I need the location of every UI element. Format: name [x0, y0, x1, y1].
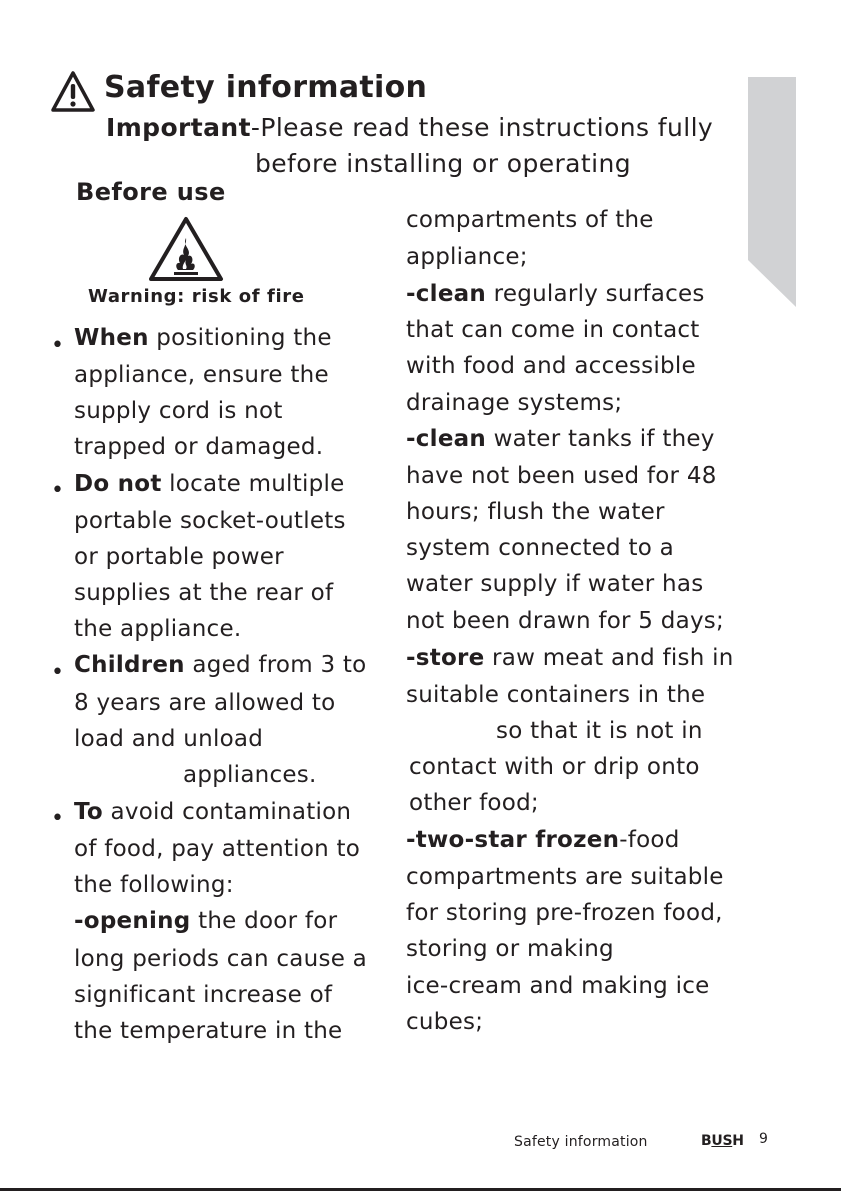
right-line: for storing pre-frozen food, — [406, 900, 723, 926]
right-line: system connected to a — [406, 535, 674, 561]
important-label: Important — [106, 113, 251, 142]
right-line: hours; flush the water — [406, 499, 665, 525]
right-line: appliance; — [406, 244, 528, 270]
right-line: drainage systems; — [406, 390, 623, 416]
right-line: -clean water tanks if they — [406, 426, 715, 452]
left-line: Do not locate multiple — [74, 471, 345, 497]
left-line: long periods can cause a — [74, 946, 367, 972]
left-line: Children aged from 3 to — [74, 652, 367, 678]
left-line: supply cord is not — [74, 398, 283, 424]
left-line: significant increase of — [74, 982, 333, 1008]
right-line: with food and accessible — [406, 353, 696, 379]
bullet-marker: • — [51, 333, 64, 358]
section-heading: Before use — [76, 178, 226, 206]
right-line: -store raw meat and fish in — [406, 645, 734, 671]
left-line: trapped or damaged. — [74, 434, 324, 460]
bottom-rule — [0, 1188, 841, 1191]
brand-logo: BUSH — [701, 1133, 744, 1149]
right-line: compartments are suitable — [406, 864, 724, 890]
footer-section-label: Safety information — [514, 1134, 648, 1150]
important-text-1: -Please read these instructions fully — [250, 113, 714, 142]
left-line: 8 years are allowed to — [74, 690, 336, 716]
important-notice-line-2: before installing or operating — [255, 149, 631, 178]
warning-triangle-icon — [50, 70, 96, 114]
right-line: compartments of the — [406, 207, 654, 233]
right-line: water supply if water has — [406, 571, 704, 597]
left-line: the temperature in the — [74, 1018, 343, 1044]
right-line: other food; — [409, 790, 539, 816]
right-line: suitable containers in the — [406, 682, 706, 708]
left-line: the appliance. — [74, 616, 242, 642]
page-number: 9 — [759, 1131, 768, 1147]
left-line: To avoid contamination — [74, 799, 352, 825]
right-line: -clean regularly surfaces — [406, 281, 705, 307]
bullet-marker: • — [51, 660, 64, 685]
right-line: so that it is not in — [496, 718, 703, 744]
left-line: appliance, ensure the — [74, 362, 329, 388]
left-line: portable socket-outlets — [74, 508, 346, 534]
right-line: ice-cream and making ice — [406, 973, 710, 999]
left-line: of food, pay attention to — [74, 836, 361, 862]
left-line: When positioning the — [74, 325, 332, 351]
left-line: the following: — [74, 872, 234, 898]
left-line: load and unload — [74, 726, 264, 752]
bullet-marker: • — [51, 806, 64, 831]
page-title: Safety information — [104, 70, 428, 105]
right-line: cubes; — [406, 1009, 484, 1035]
right-line: -two-star frozen-food — [406, 827, 680, 853]
left-line: appliances. — [183, 762, 317, 788]
right-line: storing or making — [406, 936, 614, 962]
right-line: contact with or drip onto — [409, 754, 700, 780]
important-notice-line-1 — [106, 113, 713, 142]
left-line: or portable power — [74, 544, 284, 570]
fire-warning-icon — [148, 216, 224, 282]
right-line: not been drawn for 5 days; — [406, 608, 725, 634]
left-line: -opening the door for — [74, 908, 338, 934]
side-tab-marker — [748, 77, 796, 307]
right-line: have not been used for 48 — [406, 463, 717, 489]
right-line: that can come in contact — [406, 317, 700, 343]
left-line: supplies at the rear of — [74, 580, 334, 606]
bullet-marker: • — [51, 478, 64, 503]
fire-warning-caption: Warning: risk of fire — [88, 286, 305, 307]
